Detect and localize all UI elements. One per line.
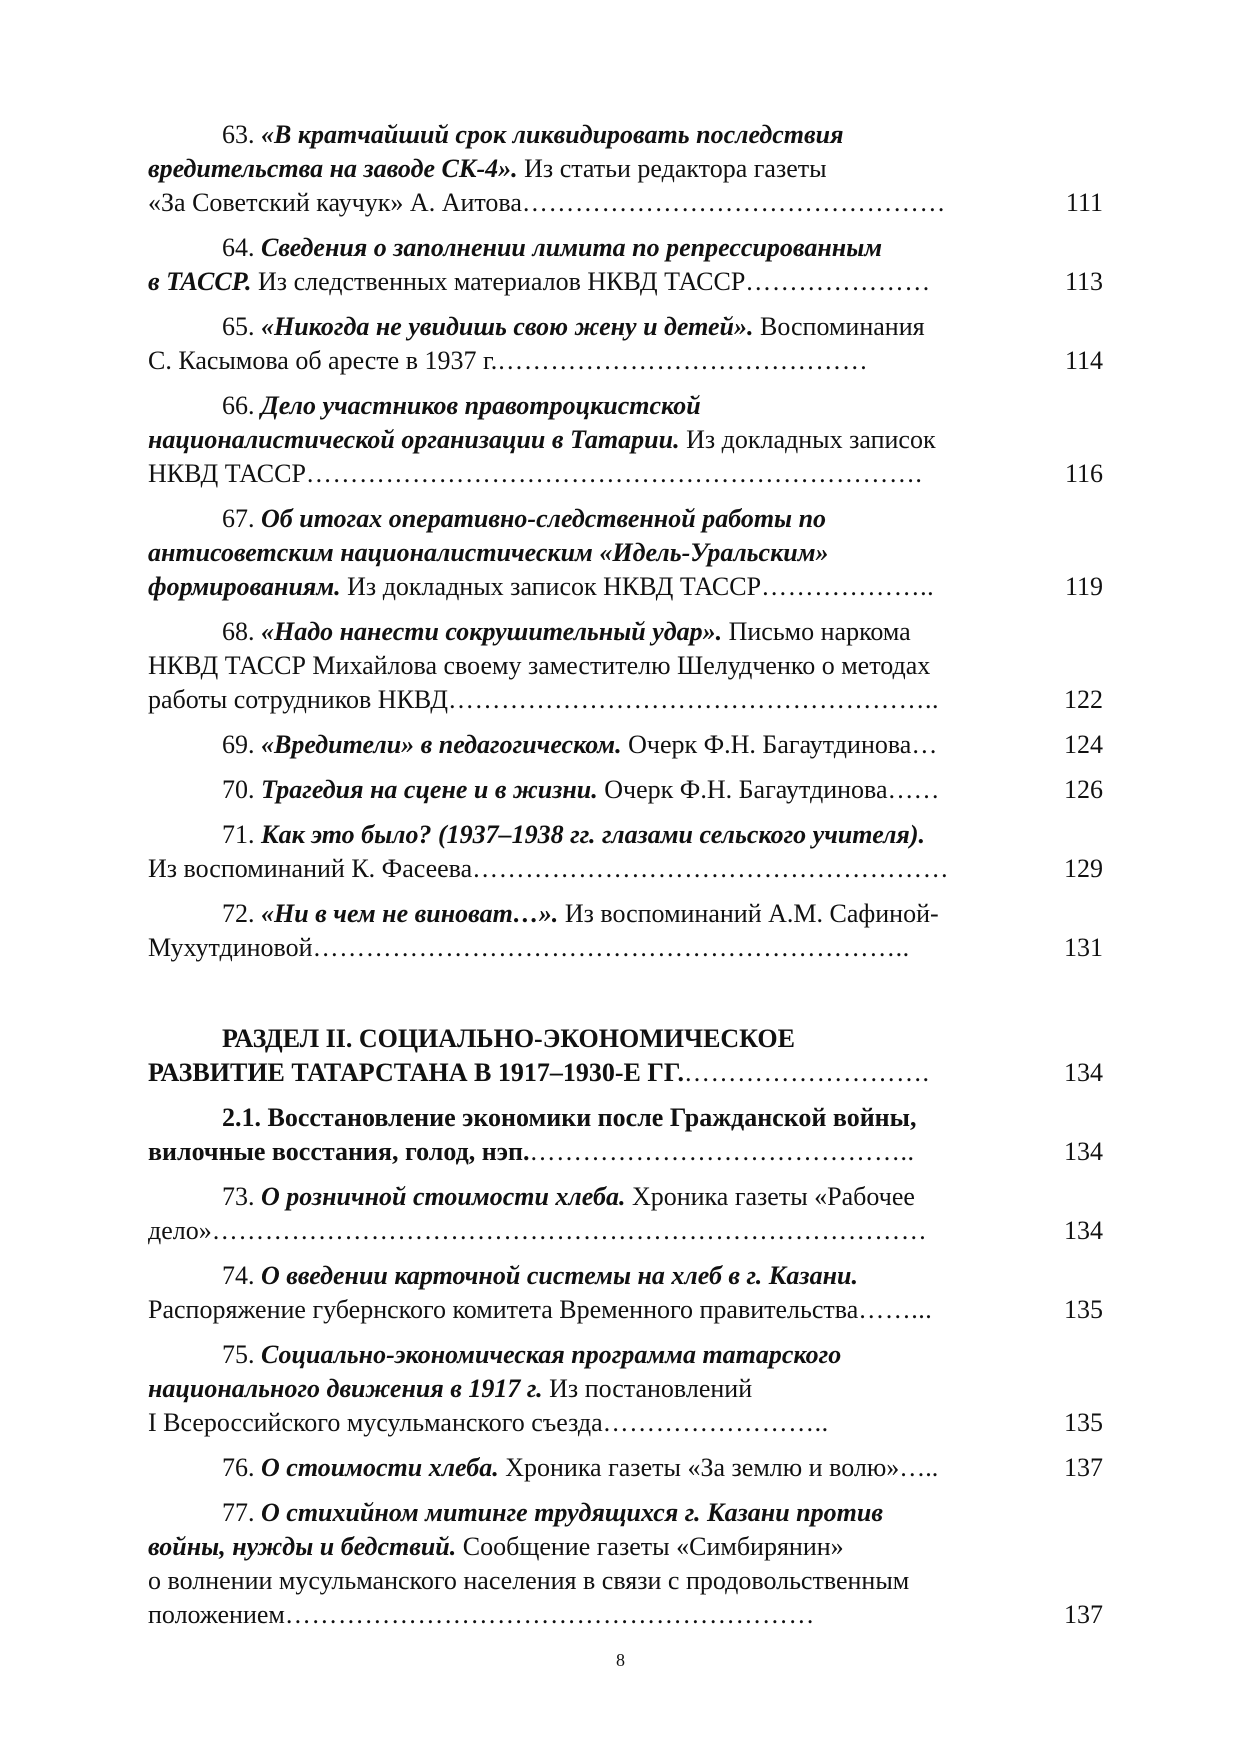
page-number: 134 (1064, 1216, 1103, 1245)
entry-title: «Ни в чем не виноват…». (261, 899, 559, 928)
page-number: 137 (1064, 1600, 1103, 1629)
entry-number: 63. (222, 120, 255, 149)
page-number: 131 (1064, 933, 1103, 962)
page-number: 126 (1064, 775, 1103, 804)
entry-source: Из докладных записок (679, 425, 936, 454)
page-number: 119 (1064, 572, 1103, 601)
footer-page-number: 8 (616, 1650, 625, 1670)
entry-title: Как это было? (1937–1938 гг. глазами сельского учителя). (261, 820, 925, 849)
entry-number: 76. (222, 1453, 255, 1482)
leader-dots: …………………………………… (497, 346, 869, 375)
entry-title: Дело участников правотроцкистской (261, 391, 701, 420)
section-title: РАЗДЕЛ II. СОЦИАЛЬНО-ЭКОНОМИЧЕСКОЕ (222, 1024, 795, 1053)
entry-number: 71. (222, 820, 255, 849)
toc-entry-68 (148, 615, 1103, 717)
entry-source: Очерк Ф.Н. Багаутдинова…… (597, 775, 940, 804)
leader-dots: ………………… (745, 267, 931, 296)
section-title: РАЗВИТИЕ ТАТАРСТАНА В 1917–1930-Е ГГ. (148, 1058, 685, 1087)
toc-entry-64 (148, 231, 1103, 299)
leader-dots: ……………………………………………….. (448, 685, 940, 714)
toc-entry-72 (148, 897, 1103, 965)
page-number: 116 (1064, 459, 1103, 488)
leader-dots: ……………………………………………………………. (305, 459, 923, 488)
page-number: 135 (1064, 1295, 1103, 1324)
toc-entry-73 (148, 1180, 1103, 1248)
section-heading (148, 1022, 1103, 1090)
table-of-contents (148, 118, 1103, 1643)
entry-source: НКВД ТАССР (148, 459, 306, 488)
page-number: 135 (1064, 1408, 1103, 1437)
toc-entry-71 (148, 818, 1103, 886)
entry-title: Сведения о заполнении лимита по репрессированным (261, 233, 883, 262)
entry-source: Из воспоминаний К. Фасеева (148, 854, 473, 883)
entry-source: Мухутдиновой (148, 933, 313, 962)
toc-entry-63 (148, 118, 1103, 220)
entry-title: «В кратчайший срок ликвидировать последствия (261, 120, 844, 149)
entry-source: НКВД ТАССР Михайлова своему заместителю Шелудченко о методах (148, 651, 931, 680)
entry-title: националистической организации в Татарии. (148, 425, 680, 454)
entry-source: «За Советский каучук» А. Аитова (148, 188, 522, 217)
entry-number: 67. (222, 504, 255, 533)
entry-source: дело» (148, 1216, 212, 1245)
page-number: 137 (1064, 1453, 1103, 1482)
entry-number: 70. (222, 775, 255, 804)
leader-dots: …………………………………….. (529, 1137, 915, 1166)
entry-source: С. Касымова об аресте в 1937 г. (148, 346, 498, 375)
toc-entry-77 (148, 1496, 1103, 1632)
page-number: 129 (1064, 854, 1103, 883)
toc-entry-75 (148, 1338, 1103, 1440)
entry-number: 68. (222, 617, 255, 646)
entry-title: войны, нужды и бедствий. (148, 1532, 457, 1561)
entry-title: национального движения в 1917 г. (148, 1374, 543, 1403)
toc-entry-66 (148, 389, 1103, 491)
leader-dots: …………………….. (602, 1408, 829, 1437)
entry-source: Очерк Ф.Н. Багаутдинова… (621, 730, 938, 759)
entry-number: 69. (222, 730, 255, 759)
entry-title: О стихийном митинге трудящихся г. Казани против (261, 1498, 883, 1527)
page-number: 114 (1064, 346, 1103, 375)
entry-number: 66. (222, 391, 255, 420)
entry-source: Хроника газеты «Рабочее (625, 1182, 915, 1211)
entry-source: Сообщение газеты «Симбирянин» (456, 1532, 844, 1561)
entry-title: «Вредители» в педагогическом. (261, 730, 622, 759)
entry-number: 75. (222, 1340, 255, 1369)
leader-dots: ……………………………………………………………………… (211, 1216, 928, 1245)
entry-title: О введении карточной системы на хлеб в г. Казани. (261, 1261, 858, 1290)
toc-entry-76 (148, 1451, 1103, 1485)
page-number: 134 (1064, 1137, 1103, 1166)
entry-title: Социально-экономическая программа татарского (261, 1340, 842, 1369)
entry-number: 72. (222, 899, 255, 928)
leader-dots: …………………………………………………… (284, 1600, 815, 1629)
page-number: 122 (1064, 685, 1103, 714)
entry-source: Из следственных материалов НКВД ТАССР (251, 267, 746, 296)
section-spacer (148, 976, 1103, 1022)
subsection-heading (148, 1101, 1103, 1169)
entry-number: 64. (222, 233, 255, 262)
page-number: 111 (1065, 188, 1103, 217)
entry-number: 77. (222, 1498, 255, 1527)
entry-title: вредительства на заводе СК-4». (148, 154, 518, 183)
entry-title: «Надо нанести сокрушительный удар». (261, 617, 723, 646)
leader-dots: ……... (858, 1295, 933, 1324)
leader-dots: ………………………………………………………….. (312, 933, 910, 962)
toc-entry-65 (148, 310, 1103, 378)
page-number: 113 (1064, 267, 1103, 296)
entry-source: I Всероссийского мусульманского съезда (148, 1408, 603, 1437)
entry-source: Из воспоминаний А.М. Сафиной- (558, 899, 939, 928)
leader-dots: ………………………. (684, 1058, 930, 1087)
entry-number: 73. (222, 1182, 255, 1211)
entry-title: О стоимости хлеба. (261, 1453, 499, 1482)
entry-source: Воспоминания (753, 312, 925, 341)
entry-title: в ТАССР. (148, 267, 252, 296)
page-number: 134 (1064, 1058, 1103, 1087)
entry-source: о волнении мусульманского населения в связи с продовольственным (148, 1566, 910, 1595)
entry-source: Хроника газеты «За землю и волю»….. (498, 1453, 939, 1482)
entry-source: Письмо наркома (722, 617, 911, 646)
subsection-title: вилочные восстания, голод, нэп. (148, 1137, 530, 1166)
entry-title: антисоветским националистическим «Идель-Уральским» (148, 538, 829, 567)
entry-source: положением (148, 1600, 285, 1629)
entry-source: Из постановлений (542, 1374, 753, 1403)
entry-source: работы сотрудников НКВД (148, 685, 449, 714)
toc-entry-74 (148, 1259, 1103, 1327)
entry-title: Трагедия на сцене и в жизни. (261, 775, 598, 804)
entry-title: формированиям. (148, 572, 341, 601)
toc-entry-69 (148, 728, 1103, 762)
entry-title: Об итогах оперативно-следственной работы по (261, 504, 827, 533)
page-number: 124 (1064, 730, 1103, 759)
leader-dots: ……………………………………………… (472, 854, 950, 883)
entry-title: О розничной стоимости хлеба. (261, 1182, 626, 1211)
entry-number: 65. (222, 312, 255, 341)
entry-source: Из докладных записок НКВД ТАССР (340, 572, 762, 601)
subsection-title: 2.1. Восстановление экономики после Гражданской войны, (222, 1103, 917, 1132)
entry-source: Распоряжение губернского комитета Временного правительства (148, 1295, 859, 1324)
toc-entry-67 (148, 502, 1103, 604)
entry-title: «Никогда не увидишь свою жену и детей». (261, 312, 754, 341)
entry-source: Из статьи редактора газеты (517, 154, 827, 183)
toc-entry-70 (148, 773, 1103, 807)
leader-dots: ………………………………………… (521, 188, 946, 217)
entry-number: 74. (222, 1261, 255, 1290)
leader-dots: ……………….. (761, 572, 935, 601)
